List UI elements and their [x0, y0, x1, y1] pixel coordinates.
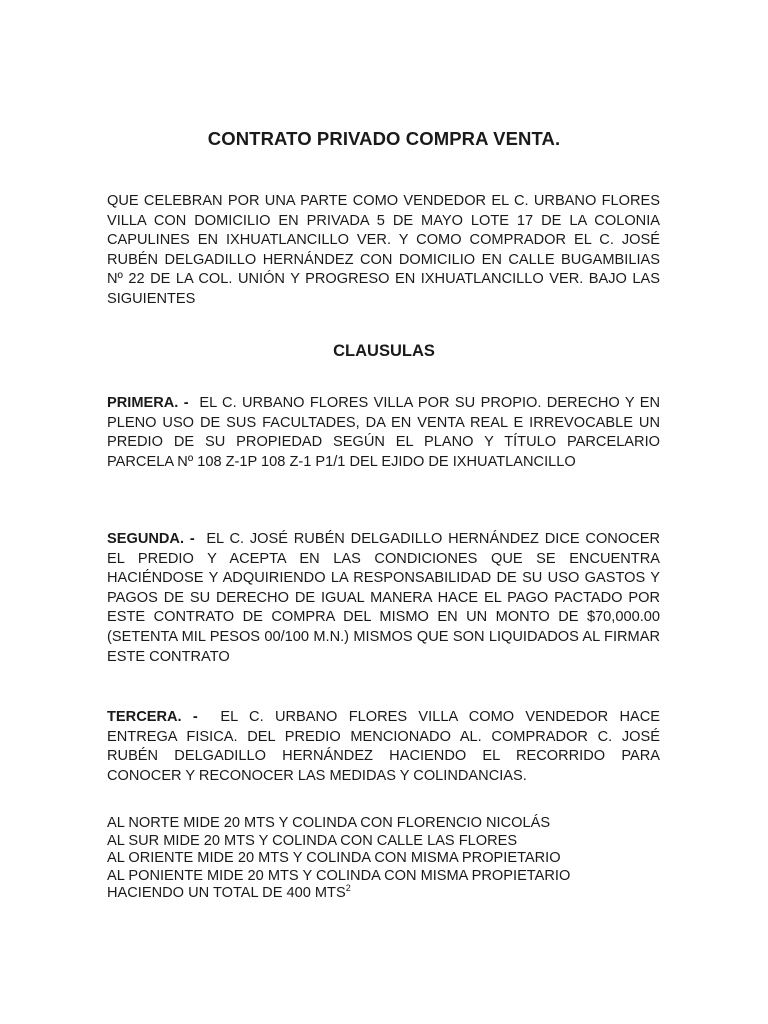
- total-area-text: HACIENDO UN TOTAL DE 400 MTS: [107, 885, 346, 902]
- clause-segunda: [107, 530, 660, 667]
- clause-primera: [107, 394, 660, 472]
- clause-label: TERCERA. -: [107, 709, 198, 725]
- document-title: CONTRATO PRIVADO COMPRA VENTA.: [207, 128, 561, 149]
- boundary-line: AL PONIENTE MIDE 20 MTS Y COLINDA CON MISMA PROPIETARIO: [107, 867, 571, 884]
- intro-paragraph: QUE CELEBRAN POR UNA PARTE COMO VENDEDOR EL C. URBANO FLORES VILLA CON DOMICILIO EN PRIVADA 5 DE MAYO LOTE 17 DE LA COLONIA CAPULINES EN IXHUATLANCILLO VER. Y COMO COMPRADOR EL C. JOSÉ RUBÉN DELGADILLO HERNÁNDEZ CON DOMICILIO EN CALLE BUGAMBILIAS Nº 22 DE LA COL. UNIÓN Y PROGRESO EN IXHUATLANCILLO VER. BAJO LAS SIGUIENTES: [107, 193, 660, 307]
- total-area-line: [107, 885, 570, 903]
- clause-tercera: [107, 708, 660, 786]
- area-superscript: 2: [345, 883, 351, 894]
- clausulas-heading: CLAUSULAS: [333, 342, 435, 360]
- boundary-line: AL ORIENTE MIDE 20 MTS Y COLINDA CON MISMA PROPIETARIO: [107, 850, 561, 867]
- clause-label: SEGUNDA. -: [107, 531, 195, 547]
- clause-label: PRIMERA. -: [107, 395, 189, 411]
- boundary-line: AL SUR MIDE 20 MTS Y COLINDA CON CALLE LAS FLORES: [107, 832, 518, 849]
- clause-text: EL C. URBANO FLORES VILLA POR SU PROPIO. DERECHO Y EN PLENO USO DE SUS FACULTADES, DA EN VENTA REAL E IRREVOCABLE UN PREDIO DE SU PROPIEDAD SEGÚN EL PLANO Y TÍTULO PARCELARIO PARCELA Nº 108 Z-1P 108 Z-1 P1/1 DEL EJIDO DE IXHUATLANCILLO: [107, 395, 661, 470]
- clause-text: EL C. JOSÉ RUBÉN DELGADILLO HERNÁNDEZ DICE CONOCER EL PREDIO Y ACEPTA EN LAS CONDICIONES QUE SE ENCUENTRA HACIÉNDOSE Y ADQUIRIENDO LA RESPONSABILIDAD DE SU USO GASTOS Y PAGOS DE SU DERECHO DE IGUAL MANERA HACE EL PAGO PACTADO POR ESTE CONTRATO DE COMPRA DEL MISMO EN UN MONTO DE $70,000.00 (SETENTA MIL PESOS 00/100 M.N.) MISMOS QUE SON LIQUIDADOS AL FIRMAR ESTE CONTRATO: [107, 531, 660, 665]
- clause-text: EL C. URBANO FLORES VILLA COMO VENDEDOR HACE ENTREGA FISICA. DEL PREDIO MENCIONADO AL. COMPRADOR C. JOSÉ RUBÉN DELGADILLO HERNÁNDEZ HACIENDO EL RECORRIDO PARA CONOCER Y RECONOCER LAS MEDIDAS Y COLINDANCIAS.: [107, 709, 660, 784]
- boundary-line: AL NORTE MIDE 20 MTS Y COLINDA CON FLORENCIO NICOLÁS: [107, 815, 551, 831]
- boundaries-list: [107, 815, 570, 903]
